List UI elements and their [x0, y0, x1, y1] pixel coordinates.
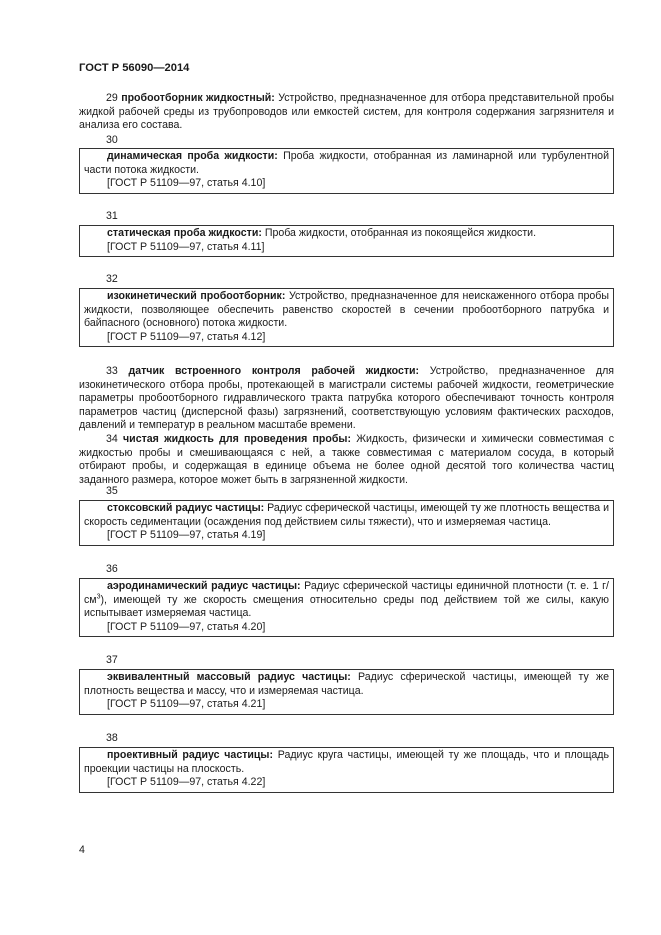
term-definition: Радиус сферической частицы, имеющей ту же плотность вещества и скорость седиментации (осаждения под действием силы тяжести), что и измеряемая частица.: [84, 502, 609, 528]
term-name: пробоотборник жидкостный:: [121, 92, 275, 104]
term-box-31: [79, 225, 614, 257]
term-definition: Устройство, предназначенное для изокинетического отбора пробы, протекающей в магистрали системы рабочей жидкости, геометрические параметры пробоотборного гидравлического тракта патрубка которого обеспечивают точность контроля параметров частиц (дисперсной фазы) загрязнений, соответствующую условиям фактических расходов, давлений и температур в реальном масштабе времени.: [79, 365, 614, 432]
term-number-32: 32: [106, 273, 118, 285]
term-box-30: [79, 148, 614, 194]
term-reference: [ГОСТ Р 51109—97, статья 4.11]: [107, 240, 265, 253]
term-name: датчик встроенного контроля рабочей жидкости:: [128, 365, 420, 377]
page-number: 4: [79, 844, 85, 856]
term-definition: Устройство, предназначенное для отбора представительной пробы жидкой рабочей среды из трубопроводов или емкостей систем, для контроля содержания загрязнителя и анализа его состава.: [79, 92, 614, 132]
term-box-38: [79, 747, 614, 793]
term-definition: Радиус круга частицы, имеющей ту же площадь, что и площадь проекции частицы на плоскость.: [84, 749, 609, 775]
term-29: [79, 92, 614, 133]
term-reference: [ГОСТ Р 51109—97, статья 4.10]: [107, 177, 266, 190]
term-number-30: 30: [106, 134, 118, 146]
term-number-36: 36: [106, 563, 118, 575]
term-definition: Устройство, предназначенное для неискаженного отбора пробы жидкости, позволяющее обеспечить равенство скоростей в сечении пробоотборного патрубка и байпасного (основного) потока жидкости.: [84, 290, 609, 330]
term-name: проективный радиус частицы:: [107, 749, 274, 761]
term-definition-cont: ), имеющей ту же скорость смещения относительно среды под действием той же силы, какую испытывает измеряемая частица.: [84, 593, 609, 620]
term-definition: Проба жидкости, отобранная из покоящейся жидкости.: [264, 227, 537, 239]
term-name: чистая жидкость для проведения пробы:: [123, 432, 351, 445]
term-name: аэродинамический радиус частицы:: [107, 580, 301, 592]
term-reference: [ГОСТ Р 51109—97, статья 4.19]: [107, 529, 266, 542]
term-name: стоксовский радиус частицы:: [107, 502, 265, 514]
term-reference: [ГОСТ Р 51109—97, статья 4.22]: [107, 776, 266, 789]
term-number-37: 37: [106, 654, 118, 666]
term-reference: [ГОСТ Р 51109—97, статья 4.12]: [107, 330, 266, 343]
term-reference: [ГОСТ Р 51109—97, статья 4.20]: [107, 620, 266, 633]
term-box-35: [79, 500, 614, 546]
term-box-32: [79, 288, 614, 347]
terms-33-34: [79, 365, 614, 487]
term-number: 34: [106, 432, 118, 445]
term-number: 33: [106, 365, 118, 377]
term-definition: Жидкость, физически и химически совместимая с жидкостью пробы и смешивающаяся с ней, а также совместимая с материалом сосуда, в который отбирают пробы, и содержащая в единице объема не более одной десятой того количества частиц заданного размера, которое может быть в загрязненной жидкости.: [79, 432, 614, 486]
term-definition: Проба жидкости, отобранная из ламинарной или турбулентной части потока жидкости.: [84, 150, 609, 176]
term-name: динамическая проба жидкости:: [107, 150, 278, 162]
term-box-37: [79, 669, 614, 715]
term-box-36: [79, 578, 614, 637]
term-number: 29: [106, 92, 118, 104]
term-name: эквивалентный массовый радиус частицы:: [107, 671, 351, 683]
document-header: ГОСТ Р 56090—2014: [79, 62, 190, 74]
term-number-35: 35: [106, 485, 118, 497]
term-reference: [ГОСТ Р 51109—97, статья 4.21]: [107, 698, 266, 711]
term-number-31: 31: [106, 210, 118, 222]
term-definition: Радиус сферической частицы, имеющей ту же плотность вещества и массу, что и измеряемая частица.: [84, 671, 609, 697]
term-name: статическая проба жидкости:: [107, 227, 262, 239]
term-definition: Радиус сферической частицы единичной плотности (т. е. 1 г/см: [84, 580, 609, 606]
superscript: 3: [96, 593, 101, 601]
term-number-38: 38: [106, 732, 118, 744]
term-name: изокинетический пробоотборник:: [107, 290, 286, 302]
